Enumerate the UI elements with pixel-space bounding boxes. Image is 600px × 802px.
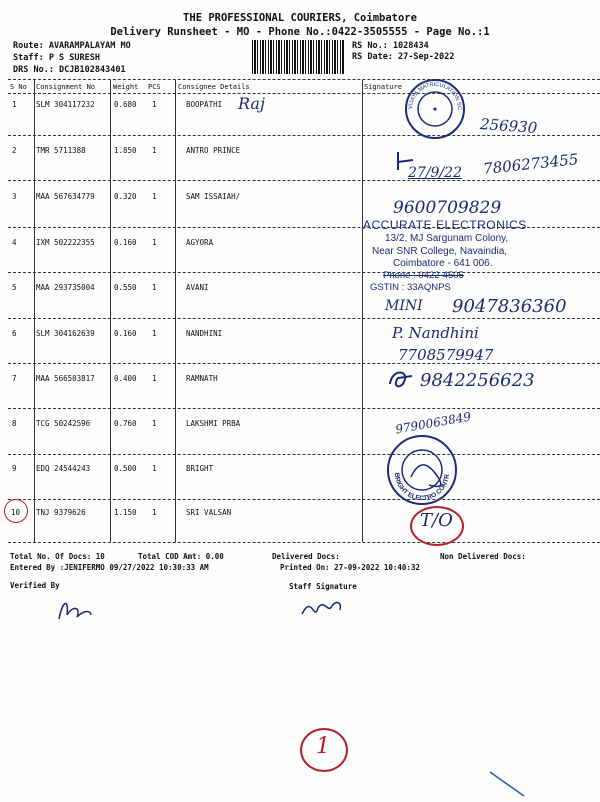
round-stamp [385,433,459,507]
stamp-company: ACCURATE ELECTRONICS [363,218,527,232]
verifier-signature [55,595,95,625]
row-sno: 1 [12,100,17,109]
row-consignee: SAM ISSAIAH/ [186,192,241,201]
col-header-pcs: PCS [148,83,161,91]
col-header-sno: S No [10,83,27,91]
col-header-consignee: Consignee Details [178,83,250,91]
route-label: Route: AVARAMPALAYAM MO [13,41,131,51]
col-header-consignment: Consignment No [36,83,96,91]
row-separator [8,454,600,455]
round-stamp [404,78,466,140]
row-weight: 1.850 [114,146,137,155]
row-separator [8,180,600,181]
row-consignment: IXM 502222355 [36,238,95,247]
row-sno: 3 [12,192,17,201]
row-pcs: 1 [152,238,157,247]
row-weight: 0.680 [114,100,137,109]
company-title: THE PROFESSIONAL COURIERS, Coimbatore [183,12,417,24]
printed-on: Printed On: 27-09-2022 10:40:32 [280,563,420,572]
staff-label: Staff: P S SURESH [13,53,100,63]
handwritten-phone: 7708579947 [398,346,494,364]
column-divider [110,80,111,542]
handwritten-note: T/O [420,510,453,531]
handwritten-phone: 9600709829 [393,198,502,218]
column-divider [34,80,35,542]
runsheet-subtitle: Delivery Runsheet - MO - Phone No.:0422-3505555 - Page No.:1 [110,26,490,38]
drs-number: DRS No.: DCJB102843401 [13,65,126,75]
row-pcs: 1 [152,100,157,109]
row-consignment: MAA 567634779 [36,192,95,201]
col-header-signature: Signature [364,83,402,91]
row-separator [8,318,600,319]
handwritten-name: P. Nandhini [392,324,479,342]
row-separator [8,499,600,500]
column-divider [175,80,176,542]
svg-text:✦: ✦ [431,105,439,114]
row-consignment: MAA 566503817 [36,374,95,383]
row-highlight-circle [4,499,28,523]
handwritten-date: 27/9/22 [408,165,462,181]
row-weight: 1.150 [114,508,137,517]
row-consignee: NANDHINI [186,329,223,338]
row-weight: 0.160 [114,238,137,247]
row-sno: 6 [12,329,17,338]
table-top-rule [8,79,600,80]
row-separator [8,408,600,409]
row-weight: 0.400 [114,374,137,383]
non-delivered-docs: Non Delivered Docs: [440,552,526,561]
row-pcs: 1 [152,192,157,201]
row-separator [8,272,600,273]
row-sno: 7 [12,374,17,383]
row-sno: 10 [11,508,21,517]
row-sno: 2 [12,146,17,155]
rs-date: RS Date: 27-Sep-2022 [352,52,455,62]
row-weight: 0.550 [114,283,137,292]
row-consignee: BRIGHT [186,464,214,473]
row-sno: 5 [12,283,17,292]
row-consignment: TCG 50242596 [36,419,91,428]
verified-by-label: Verified By [10,581,60,590]
row-pcs: 1 [152,146,157,155]
row-consignment: TNJ 9379626 [36,508,86,517]
rs-number: RS No.: 1028434 [352,41,429,51]
column-divider [362,80,363,542]
total-docs: Total No. Of Docs: 10 [10,552,105,561]
handwritten-label: MINI [385,298,423,314]
staff-signature-label: Staff Signature [289,582,357,591]
stamp-address-1: 13/2, MJ Sargunam Colony, [385,233,509,244]
staff-signature [298,592,346,622]
entered-by: Entered By :JENIFERMO 09/27/2022 10:30:33 AM [10,563,209,572]
row-consignee: RAMNATH [186,374,218,383]
row-consignee: SRI VALSAN [186,508,232,517]
total-cod: Total COD Amt: 0.00 [138,552,224,561]
stamp-address-3: Coimbatore - 641 006. [393,258,493,269]
handwritten-name: Raj [238,94,265,113]
row-consignment: EDQ 24544243 [36,464,91,473]
row-pcs: 1 [152,419,157,428]
row-consignment: SLM 304117232 [36,100,95,109]
stamp-phone: Phone : 0422-4505 [383,270,464,281]
handwritten-code: 256930 [479,115,538,137]
row-consignment: TMR 5711388 [36,146,86,155]
row-weight: 0.760 [114,419,137,428]
stamp-gstin: GSTIN : 33AQNPS [370,282,451,293]
handwritten-phone: 9842256623 [420,370,535,391]
row-sno: 8 [12,419,17,428]
row-weight: 0.160 [114,329,137,338]
stamp-address-2: Near SNR College, Navaindia, [372,246,508,257]
handwritten-phone: 9790063849 [394,409,472,437]
row-sno: 9 [12,464,17,473]
barcode [252,40,344,74]
row-pcs: 1 [152,283,157,292]
row-pcs: 1 [152,508,157,517]
row-pcs: 1 [152,464,157,473]
row-consignment: SLM 304162639 [36,329,95,338]
row-consignee: ANTRO PRINCE [186,146,241,155]
round-stamp-text: VIJAYA MATRICULATION SC [407,81,463,111]
handwritten-phone: 9047836360 [452,296,567,317]
row-pcs: 1 [152,374,157,383]
header-rule [8,93,600,94]
row-weight: 0.500 [114,464,137,473]
round-stamp-text: BRIGHT ELECTRO CONTR [392,472,452,503]
row-sno: 4 [12,238,17,247]
row-pcs: 1 [152,329,157,338]
table-bottom-rule [8,542,600,543]
row-consignee: AGYORA [186,238,214,247]
row-consignee: AVANI [186,283,209,292]
handwritten-phone: 7806273455 [482,150,580,178]
row-separator [8,363,600,364]
delivered-docs: Delivered Docs: [272,552,340,561]
note-circle [410,506,464,546]
row-weight: 0.320 [114,192,137,201]
row-consignee: BOOPATHI [186,100,223,109]
row-consignee: LAKSHMI PRBA [186,419,241,428]
page-mark: 1 [316,734,330,759]
col-header-weight: Weight [113,83,139,91]
signature [386,364,416,394]
row-consignment: MAA 293735004 [36,283,95,292]
stray-mark [488,768,528,798]
